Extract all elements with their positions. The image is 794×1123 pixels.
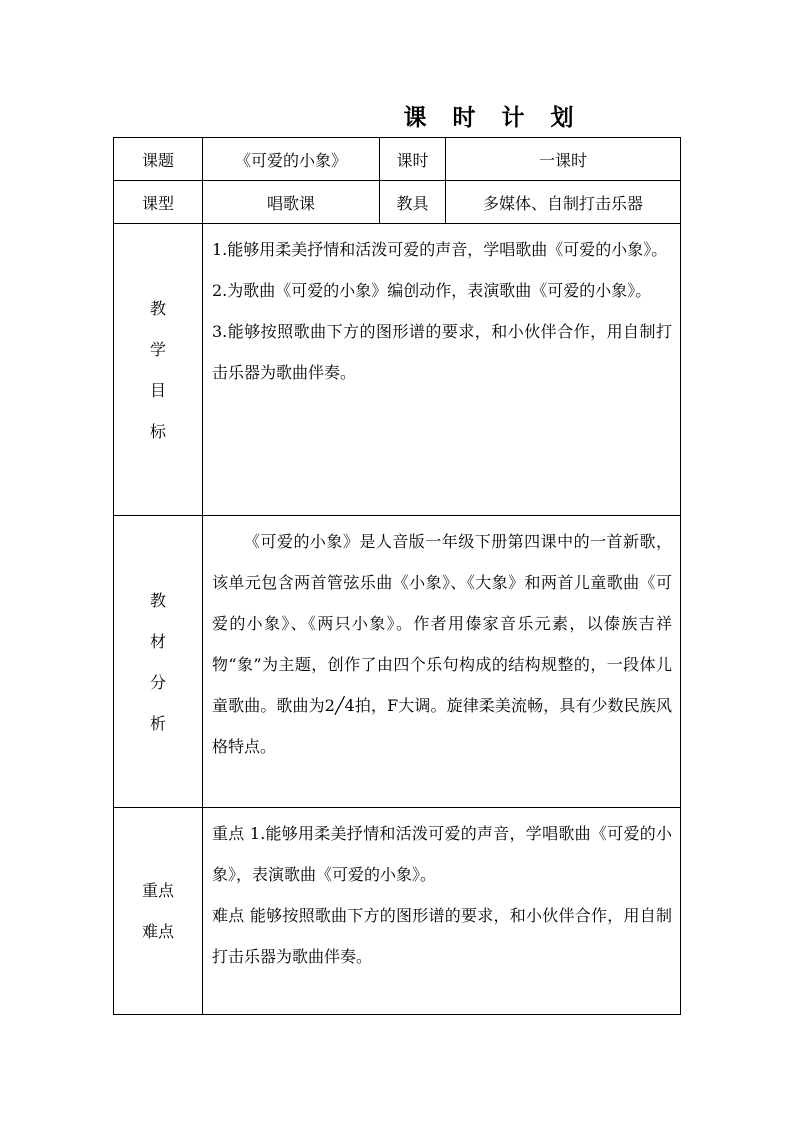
type-value: 唱歌课	[203, 181, 380, 224]
analysis-content	[203, 516, 681, 808]
objectives-label-char: 目	[149, 380, 166, 400]
period-value: 一课时	[446, 138, 681, 181]
key-points-label-line: 重点	[141, 881, 174, 900]
table-row	[114, 516, 681, 808]
topic-value: 《可爱的小象》	[203, 138, 380, 181]
table-row	[114, 181, 681, 224]
difficulty-item: 难点 能够按照歌曲下方的图形谱的要求，和小伙伴合作，用自制打击乐器为歌曲伴奏。	[212, 906, 672, 966]
objectives-label-char: 标	[149, 421, 166, 441]
objectives-content	[203, 224, 681, 516]
materials-label: 教具	[380, 181, 446, 224]
page-title: 课 时 计 划	[403, 104, 583, 131]
objectives-label-char: 教	[149, 298, 166, 318]
analysis-label-char: 材	[149, 631, 166, 651]
objective-item: 2.为歌曲《可爱的小象》编创动作，表演歌曲《可爱的小象》。	[212, 281, 652, 300]
analysis-text: 《可爱的小象》是人音版一年级下册第四课中的一首新歌，该单元包含两首管弦乐曲《小象》、《大象》和两首儿童歌曲《可爱的小象》、《两只小象》。作者用傣家音乐元素，以傣族吉祥物“象”为主题，创作了由四个乐句构成的结构规整的，一段体儿童歌曲。歌曲为2╱4拍，F大调。旋律柔美流畅，具有少数民族风格特点。	[212, 532, 672, 756]
table-row	[114, 224, 681, 516]
materials-value: 多媒体、自制打击乐器	[446, 181, 681, 224]
key-points-label-line: 难点	[141, 922, 174, 941]
key-points-content	[203, 808, 681, 1015]
table-row	[114, 808, 681, 1015]
key-points-label	[114, 808, 203, 1015]
analysis-label-char: 教	[149, 590, 166, 610]
analysis-label-char: 分	[149, 672, 166, 692]
objective-item: 3.能够按照歌曲下方的图形谱的要求，和小伙伴合作，用自制打击乐器为歌曲伴奏。	[212, 322, 672, 382]
analysis-label-char: 析	[149, 713, 166, 733]
objective-item: 1.能够用柔美抒情和活泼可爱的声音，学唱歌曲《可爱的小象》。	[212, 240, 668, 259]
key-point-item: 重点 1.能够用柔美抒情和活泼可爱的声音，学唱歌曲《可爱的小象》，表演歌曲《可爱的小象》。	[212, 824, 672, 884]
type-label: 课型	[114, 181, 203, 224]
analysis-label	[114, 516, 203, 808]
lesson-plan-table	[113, 137, 681, 1015]
period-label: 课时	[380, 138, 446, 181]
table-row	[114, 138, 681, 181]
topic-label: 课题	[114, 138, 203, 181]
objectives-label	[114, 224, 203, 516]
objectives-label-char: 学	[149, 339, 166, 359]
